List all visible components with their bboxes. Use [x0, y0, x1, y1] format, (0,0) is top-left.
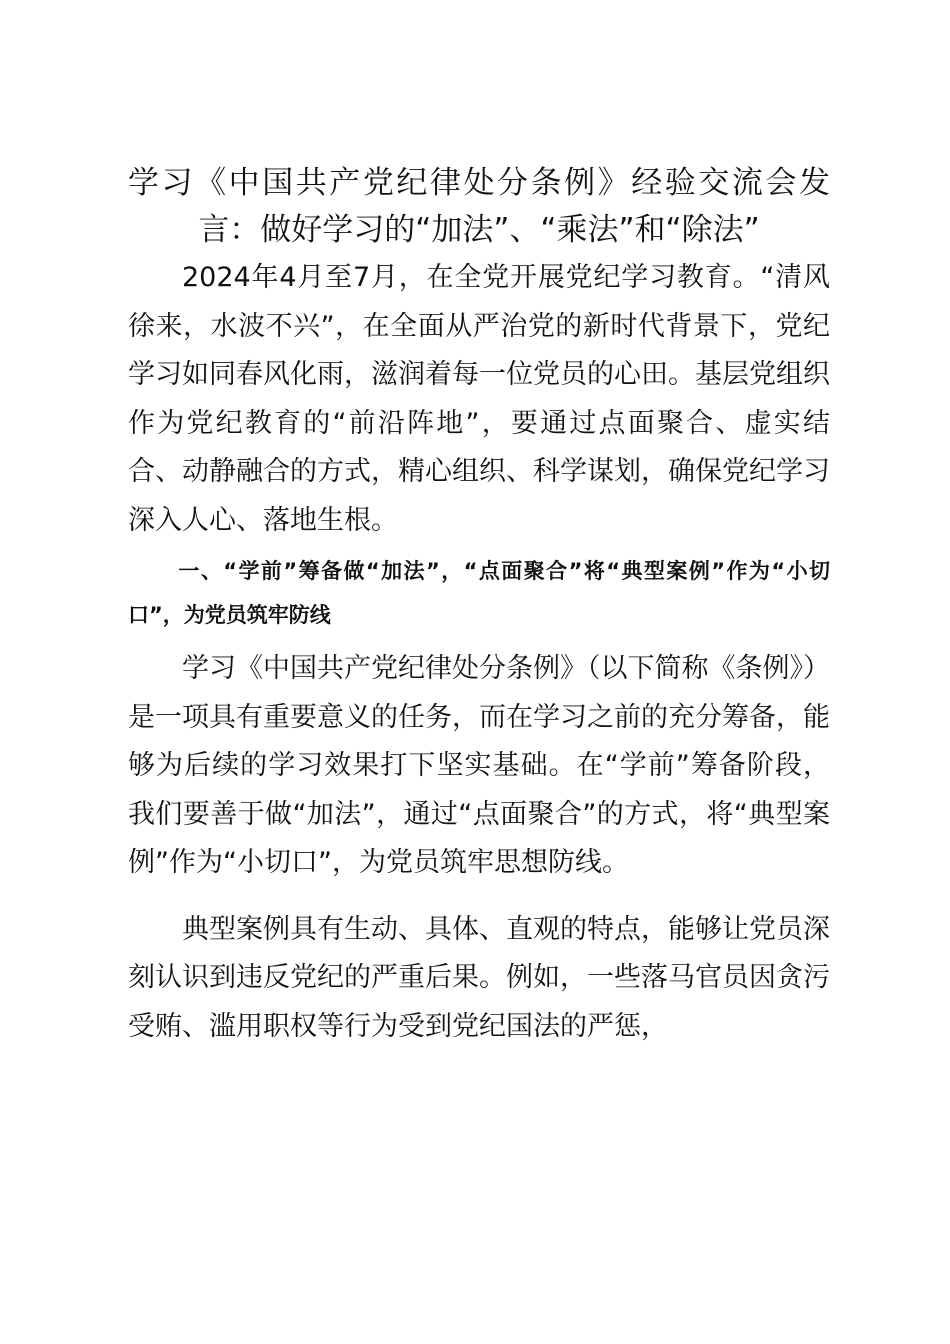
body-paragraph-3: 典型案例具有生动、具体、直观的特点，能够让党员深刻认识到违反党纪的严重后果。例如，一些落马官员因贪污受贿、滥用职权等行为受到党纪国法的严惩， — [128, 913, 830, 1042]
section-heading-1: 一、“学前”筹备做“加法”，“点面聚合”将“典型案例”作为“小切口”，为党员筑牢防线 — [128, 559, 830, 627]
document-page — [128, 160, 830, 1051]
document-title: 学习《中国共产党纪律处分条例》经验交流会发言：做好学习的“加法”、“乘法”和“除法” — [128, 165, 830, 248]
intro-paragraph: 2024年4月至7月，在全党开展党纪学习教育。“清风徐来，水波不兴”，在全面从严治党的新时代背景下，党纪学习如同春风化雨，滋润着每一位党员的心田。基层党组织作为党纪教育的“前沿阵地”，要通过点面聚合、虚实结合、动静融合的方式，精心组织、科学谋划，确保党纪学习深入人心、落地生根。 — [128, 262, 830, 536]
body-paragraph-2: 学习《中国共产党纪律处分条例》（以下简称《条例》）是一项具有重要意义的任务，而在学习之前的充分筹备，能够为后续的学习效果打下坚实基础。在“学前”筹备阶段，我们要善于做“加法”，通过“点面聚合”的方式，将“典型案例”作为“小切口”，为党员筑牢思想防线。 — [128, 653, 830, 878]
